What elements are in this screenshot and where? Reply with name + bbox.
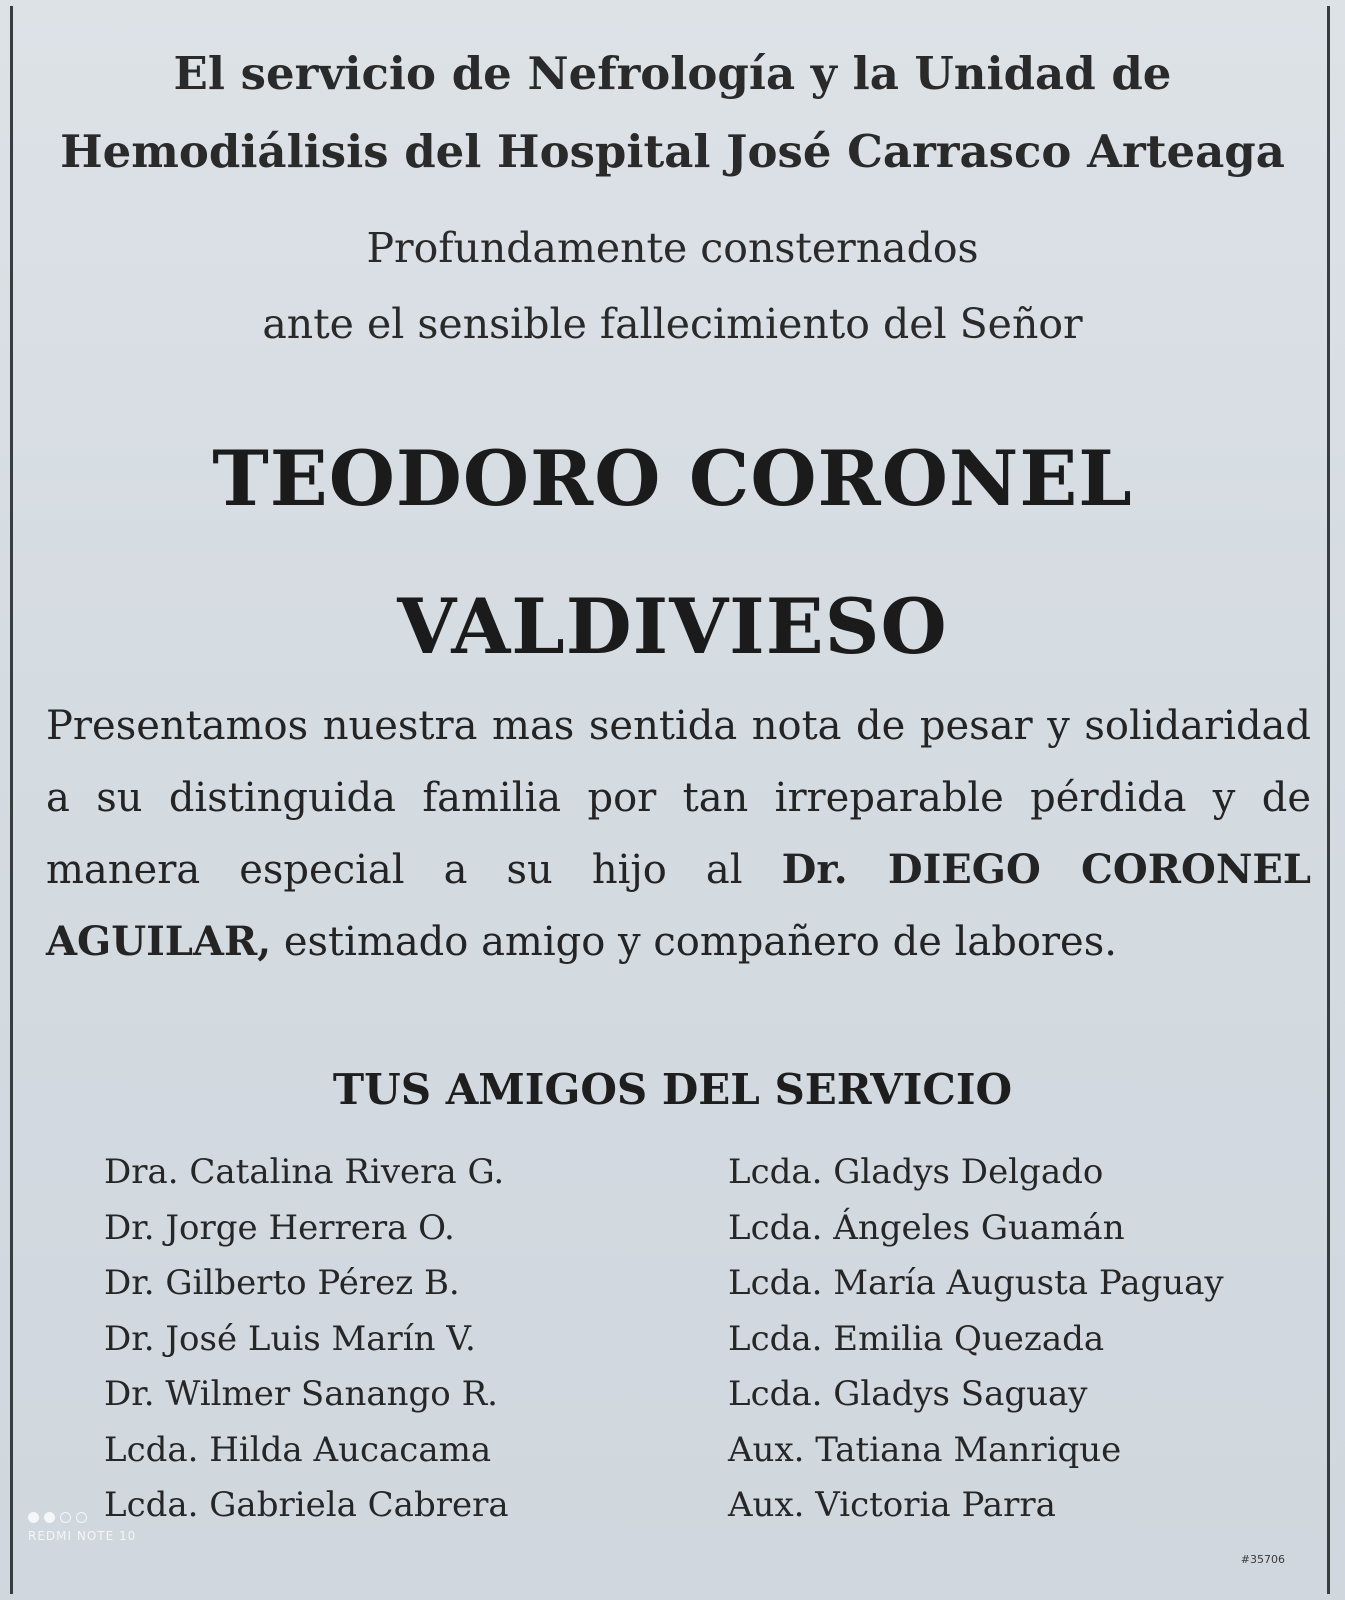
message-highlight-name: Dr. DIEGO CORONEL AGUILAR, bbox=[46, 846, 1311, 965]
camera-watermark-text: REDMI NOTE 10 bbox=[28, 1529, 137, 1543]
deceased-name-line-2: VALDIVIESO bbox=[397, 582, 948, 671]
signer: Dr. Gilberto Pérez B. bbox=[104, 1263, 460, 1303]
header-line-2: Hemodiálisis del Hospital José Carrasco Arteaga bbox=[60, 125, 1285, 178]
signer: Aux. Victoria Parra bbox=[728, 1485, 1056, 1525]
intro bbox=[40, 210, 1305, 362]
signer: Lcda. Gladys Delgado bbox=[728, 1152, 1104, 1192]
header-line-1: El servicio de Nefrología y la Unidad de bbox=[173, 47, 1172, 100]
signer: Lcda. Emilia Quezada bbox=[728, 1318, 1105, 1359]
condolence-message bbox=[46, 690, 1311, 978]
signers-left-list bbox=[104, 1145, 509, 1534]
camera-dots-icon bbox=[28, 1512, 136, 1523]
deceased-name bbox=[30, 405, 1315, 701]
intro-line-1: Profundamente consternados bbox=[366, 224, 979, 272]
signer: Lcda. Ángeles Guamán bbox=[728, 1207, 1125, 1248]
signer: Lcda. María Augusta Paguay bbox=[728, 1263, 1224, 1303]
message-part-1: Presentamos nuestra mas sentida nota de pesar y solidaridad a su distinguida familia por tan irreparable pérdida y de manera especial a su hijo al bbox=[46, 703, 1311, 893]
camera-watermark bbox=[28, 1512, 136, 1543]
signer: Lcda. Hilda Aucacama bbox=[104, 1429, 492, 1470]
header bbox=[40, 35, 1305, 191]
signer: Lcda. Gabriela Cabrera bbox=[104, 1485, 509, 1525]
message-part-2: estimado amigo y compañero de labores. bbox=[271, 919, 1117, 965]
signer: Dra. Catalina Rivera G. bbox=[104, 1152, 505, 1192]
deceased-name-line-1: TEODORO CORONEL bbox=[212, 434, 1133, 523]
signer: Dr. Jorge Herrera O. bbox=[104, 1207, 455, 1248]
signature-heading: TUS AMIGOS DEL SERVICIO bbox=[332, 1065, 1013, 1114]
signer: Lcda. Gladys Saguay bbox=[728, 1374, 1088, 1414]
signer: Aux. Tatiana Manrique bbox=[728, 1429, 1122, 1470]
signer: Dr. José Luis Marín V. bbox=[104, 1318, 476, 1359]
signers-right-list bbox=[728, 1145, 1224, 1534]
intro-line-2: ante el sensible fallecimiento del Señor bbox=[262, 300, 1083, 348]
ad-code: #35706 bbox=[1240, 1553, 1285, 1566]
signer: Dr. Wilmer Sanango R. bbox=[104, 1374, 498, 1414]
